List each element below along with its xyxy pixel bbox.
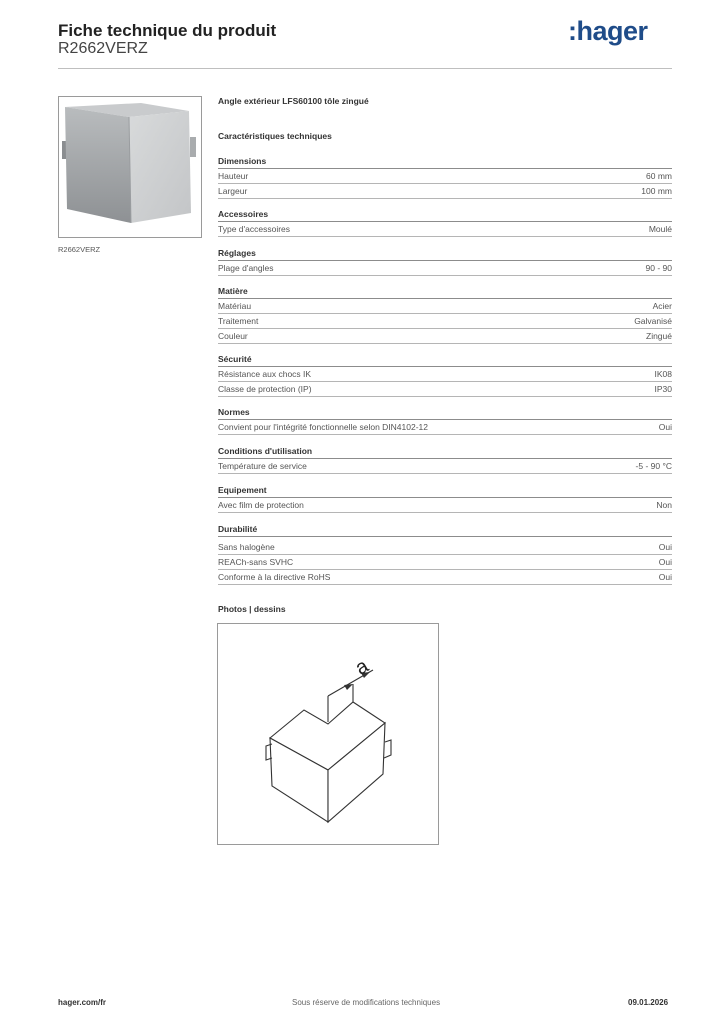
dimension-label: a <box>351 654 373 680</box>
footer-website: hager.com/fr <box>58 998 107 1007</box>
spec-row <box>218 570 672 585</box>
spec-value: Oui <box>658 422 672 432</box>
spec-section-durabilite <box>218 523 672 585</box>
section-heading: Dimensions <box>218 155 672 169</box>
logo-colon-icon: : <box>568 16 577 46</box>
spec-section-conditions <box>218 445 672 474</box>
section-heading: Normes <box>218 406 672 420</box>
spec-section-dimensions <box>218 155 672 199</box>
hager-logo <box>568 16 648 47</box>
spec-value: Acier <box>652 301 672 311</box>
technical-drawing <box>217 623 439 845</box>
spec-section-accessoires <box>218 208 672 237</box>
spec-value: Oui <box>658 557 672 567</box>
section-heading: Durabilité <box>218 523 672 537</box>
spec-row <box>218 540 672 555</box>
spec-row <box>218 169 672 184</box>
spec-row <box>218 329 672 344</box>
spec-row <box>218 555 672 570</box>
footer-disclaimer: Sous réserve de modifications techniques <box>292 998 441 1007</box>
spec-label: Sans halogène <box>218 542 275 552</box>
spec-section-reglages <box>218 247 672 276</box>
spec-label: Couleur <box>218 331 248 341</box>
spec-label: Température de service <box>218 461 307 471</box>
spec-label: Avec film de protection <box>218 500 304 510</box>
spec-section-securite <box>218 353 672 397</box>
spec-row <box>218 367 672 382</box>
spec-row <box>218 498 672 513</box>
spec-value: IP30 <box>654 384 672 394</box>
spec-value: Galvanisé <box>634 316 672 326</box>
spec-value: 60 mm <box>646 171 672 181</box>
page-title: Fiche technique du produit <box>58 21 277 40</box>
spec-label: REACh-sans SVHC <box>218 557 294 567</box>
spec-value: -5 - 90 °C <box>635 461 672 471</box>
product-name: Angle extérieur LFS60100 tôle zingué <box>218 96 369 106</box>
spec-row <box>218 261 672 276</box>
section-heading: Equipement <box>218 484 672 498</box>
spec-label: Conforme à la directive RoHS <box>218 572 331 582</box>
spec-row <box>218 184 672 199</box>
product-image <box>58 96 202 238</box>
spec-label: Résistance aux chocs IK <box>218 369 312 379</box>
photos-title: Photos | dessins <box>218 604 286 614</box>
spec-row <box>218 299 672 314</box>
spec-row <box>218 459 672 474</box>
spec-section-matiere <box>218 285 672 344</box>
spec-label: Hauteur <box>218 171 249 181</box>
spec-label: Matériau <box>218 301 252 311</box>
footer-date: 09.01.2026 <box>628 998 669 1007</box>
section-heading: Matière <box>218 285 672 299</box>
spec-value: Zingué <box>646 331 672 341</box>
logo-text: hager <box>576 16 648 46</box>
spec-value: Oui <box>658 572 672 582</box>
spec-section-equipement <box>218 484 672 513</box>
section-heading: Sécurité <box>218 353 672 367</box>
spec-label: Convient pour l'intégrité fonctionnelle selon DIN4102-12 <box>218 422 429 432</box>
product-reference: R2662VERZ <box>58 40 148 57</box>
spec-value: Moulé <box>648 224 672 234</box>
spec-value: Non <box>656 500 672 510</box>
section-heading: Réglages <box>218 247 672 261</box>
spec-row <box>218 314 672 329</box>
header-divider <box>58 68 672 69</box>
spec-label: Plage d'angles <box>218 263 274 273</box>
spec-value: 100 mm <box>641 186 672 196</box>
spec-label: Type d'accessoires <box>218 224 291 234</box>
spec-value: Oui <box>658 542 672 552</box>
spec-section-normes <box>218 406 672 435</box>
section-heading: Conditions d'utilisation <box>218 445 672 459</box>
spec-row <box>218 420 672 435</box>
spec-label: Traitement <box>218 316 259 326</box>
spec-row <box>218 382 672 397</box>
spec-label: Classe de protection (IP) <box>218 384 312 394</box>
spec-label: Largeur <box>218 186 248 196</box>
product-image-caption: R2662VERZ <box>58 245 101 254</box>
spec-row <box>218 222 672 237</box>
section-heading: Accessoires <box>218 208 672 222</box>
spec-value: 90 - 90 <box>645 263 672 273</box>
spec-value: IK08 <box>654 369 672 379</box>
tech-specs-title: Caractéristiques techniques <box>218 131 332 141</box>
